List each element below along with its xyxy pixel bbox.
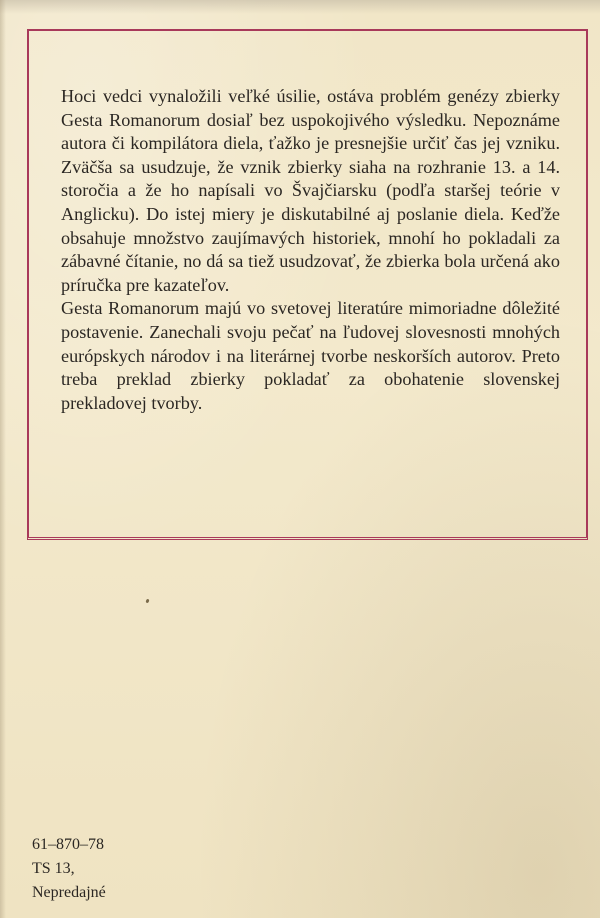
edge-wear-left	[0, 0, 6, 918]
series-number: TS 13,	[32, 860, 75, 877]
price-note: Nepredajné	[32, 884, 106, 901]
blurb-paragraph-1: Hoci vedci vynaložili veľké úsilie, ostáva problém genézy zbierky Gesta Romanorum dosiaľ bez uspokojivého výsledku. Nepoznáme autora či kompilátora diela, ťažko je presnejšie určiť čas jej vzniku. Zväčša sa usudzuje, že vznik zbierky siaha na rozhranie 13. a 14. storočia a že ho napísali vo Švajčiarsku (podľa staršej teórie v Anglicku). Do istej miery je diskutabilné aj poslanie diela. Keďže obsahuje množstvo zaujímavých historiek, mnohí ho pokladali za zábavné čítanie, no dá sa tiež usudzovať, že zbierka bola určená ako príručka pre kazateľov.	[61, 86, 560, 295]
edge-wear-top	[0, 0, 600, 14]
imprint-block	[32, 833, 106, 905]
paper-speck	[145, 599, 149, 604]
publication-code: 61–870–78	[32, 836, 104, 853]
blurb-text	[61, 85, 560, 415]
blurb-paragraph-2: Gesta Romanorum majú vo svetovej literatúre mimoriadne dôležité postavenie. Zanechali svoju pečať na ľudovej slovesnosti mnohých európskych národov i na literárnej tvorbe neskorších autorov. Preto treba preklad zbierky pokladať za obohatenie slovenskej prekladovej tvorby.	[61, 298, 560, 413]
